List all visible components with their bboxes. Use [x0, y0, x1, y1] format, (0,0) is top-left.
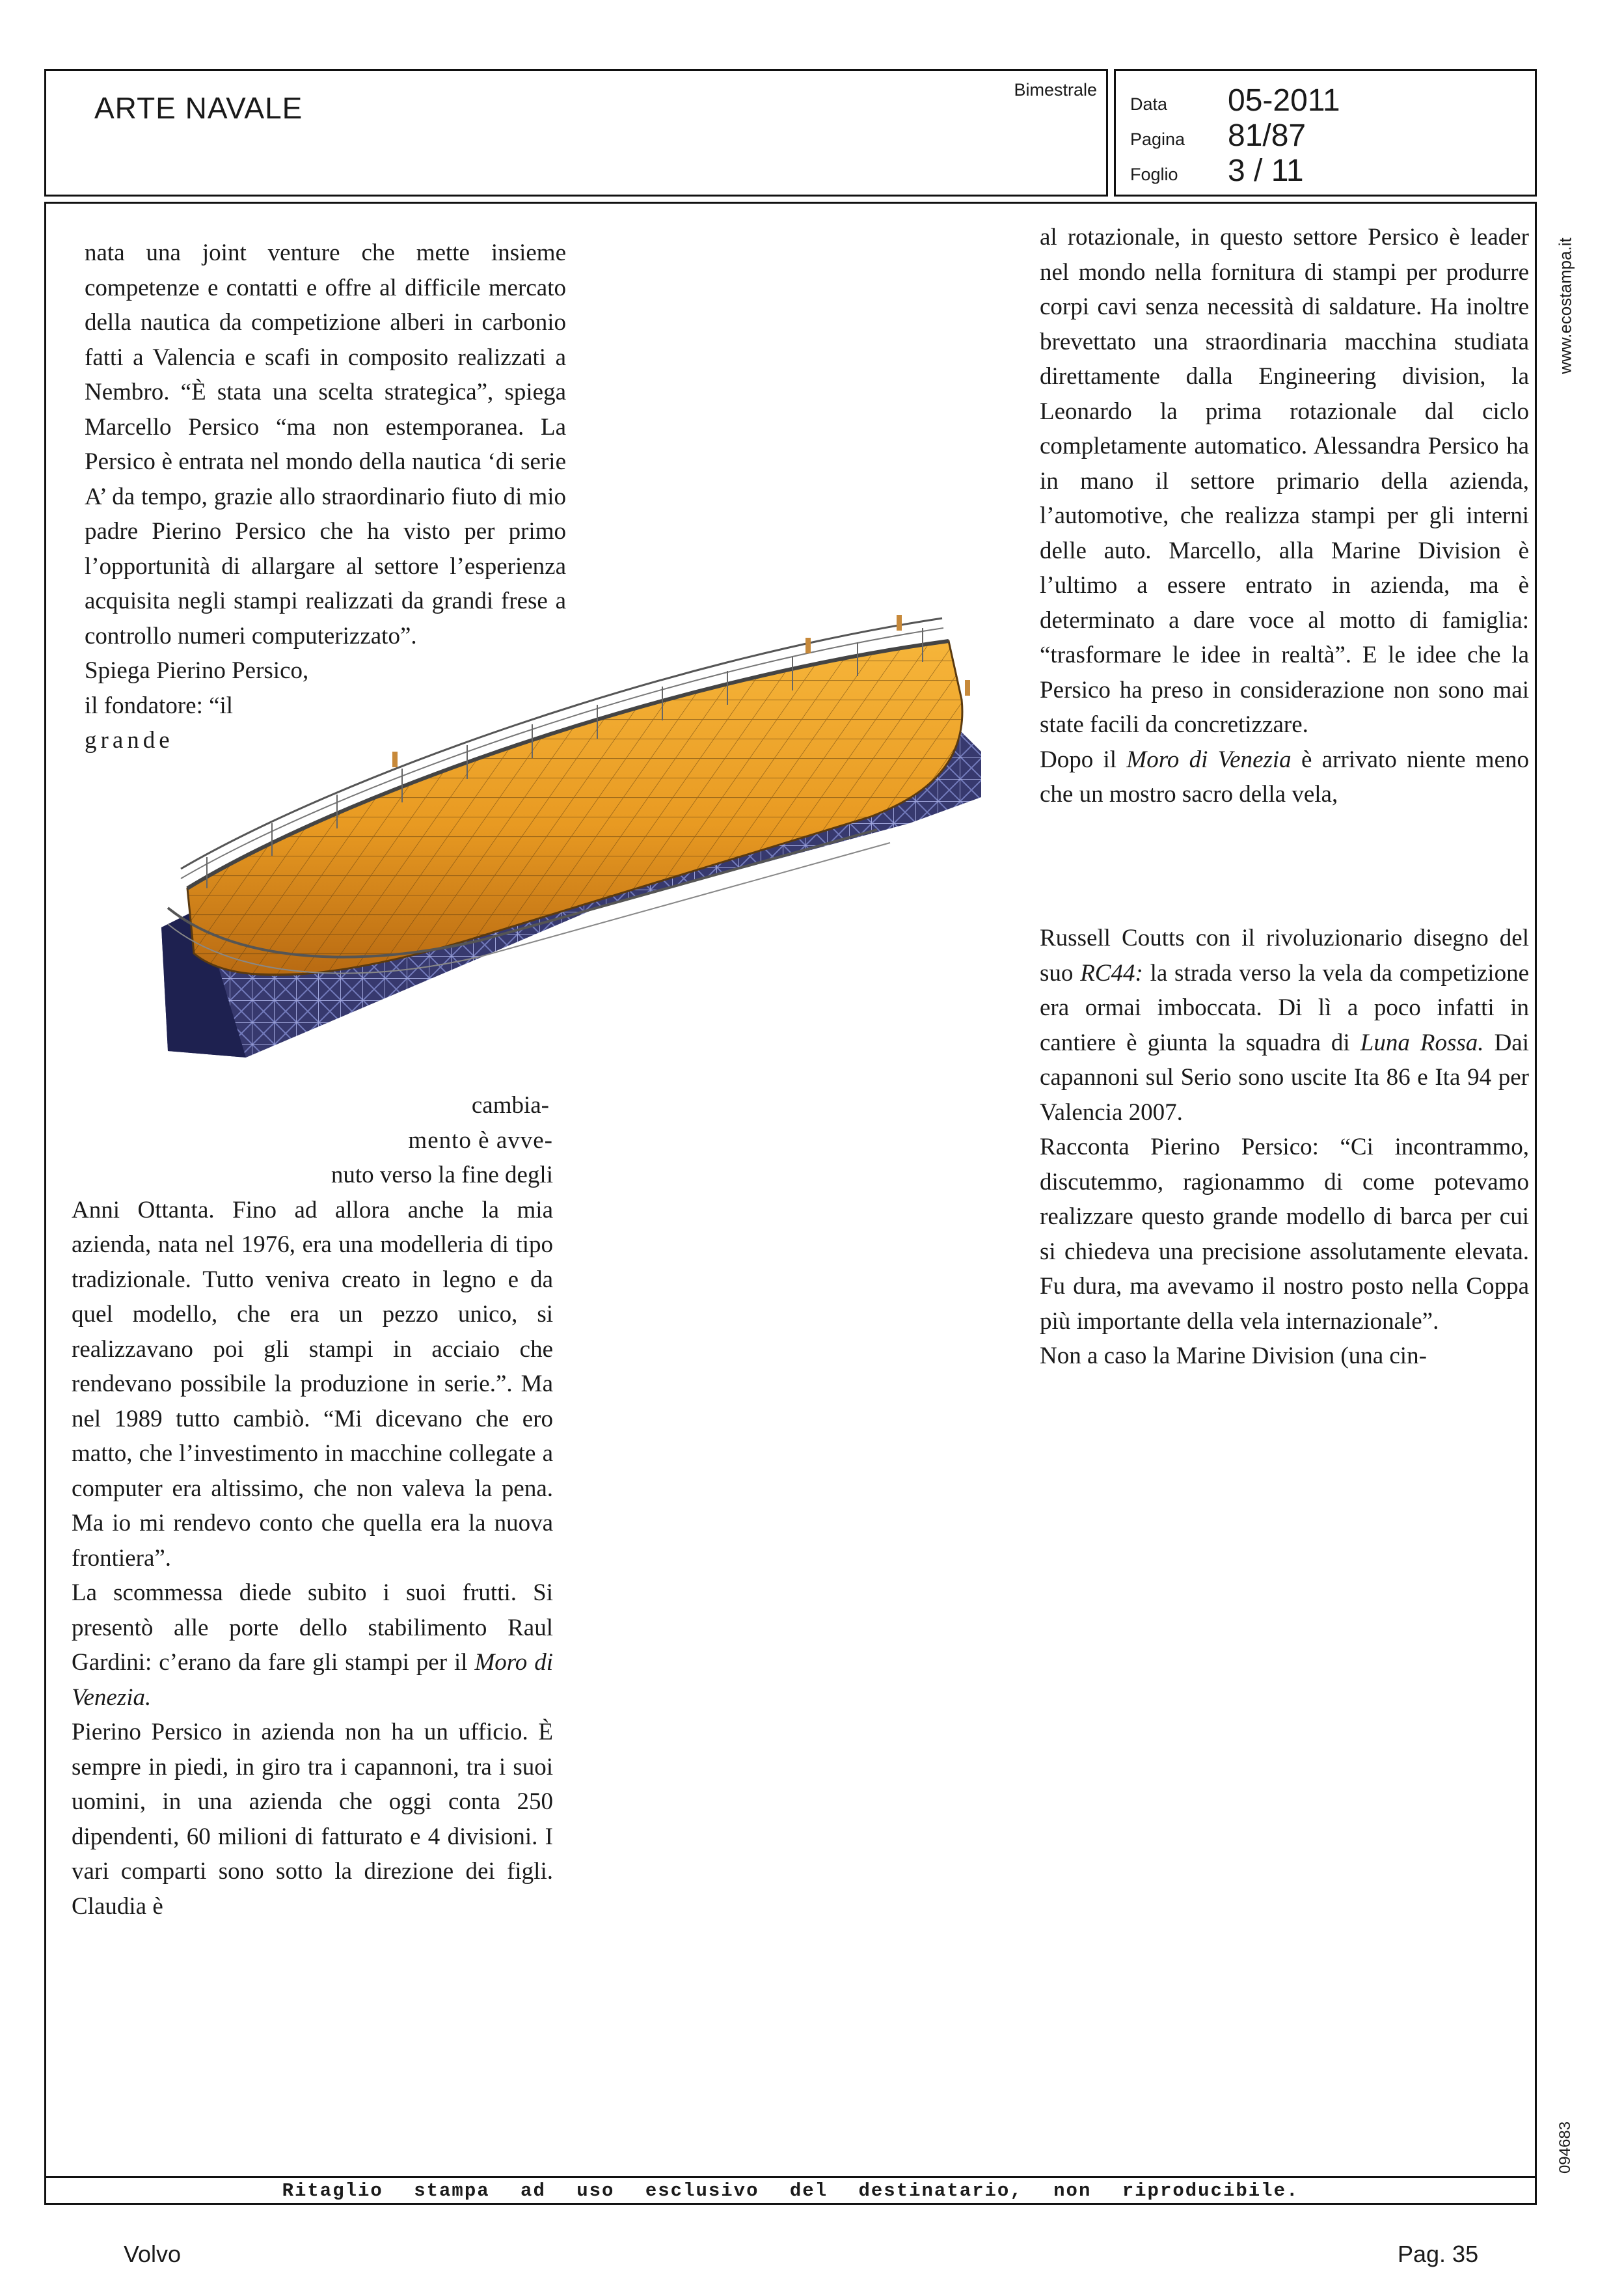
publication-name: ARTE NAVALE — [94, 91, 303, 125]
hull-mould-illustration — [142, 602, 1027, 1071]
paragraph-line: nuto verso la fine degli — [331, 1162, 553, 1188]
footer-notice: Ritaglio stampa ad uso esclusivo del destinatario, non riproducibile. — [282, 2180, 1299, 2202]
paragraph: La scommessa diede subito i suoi frutti. Si presentò alle porte dello stabilimento Raul Gardini: c’erano da fare gli stampi per il Moro di Venezia. — [72, 1579, 553, 1711]
paragraph-line: il fondatore: “il — [85, 692, 234, 719]
article-column-4 — [1040, 921, 1529, 1374]
footer-divider — [46, 2176, 1535, 2178]
page-footer-right: Pag. 35 — [1398, 2241, 1479, 2267]
data-value: 05-2011 — [1228, 83, 1340, 118]
data-label: Data — [1130, 94, 1168, 114]
article-column-2 — [72, 1088, 553, 1924]
side-website: www.ecostampa.it — [1555, 238, 1575, 374]
side-code: 094683 — [1556, 2121, 1574, 2174]
article-column-3 — [1040, 220, 1529, 812]
foglio-label: Foglio — [1130, 165, 1178, 184]
foglio-value: 3 / 11 — [1228, 154, 1304, 188]
paragraph: Anni Ottanta. Fino ad allora anche la mia azienda, nata nel 1976, era una modelleria di tipo tradizionale. Tutto veniva creato in legno e da quel modello, che era un pezzo unico, si realizzavano poi gli stampi in acciaio che rendevano possibile la produzione in serie.”. Ma nel 1989 tutto cambiò. “Mi dicevano che ero matto, che l’investimento in macchine collegate a computer era altissimo, che non valeva la pena. Ma io mi rendevo conto che quella era la nuova frontiera”. — [72, 1196, 553, 1572]
header-meta-box — [1114, 69, 1537, 197]
paragraph: Pierino Persico in azienda non ha un ufficio. È sempre in piedi, in giro tra i capannoni, tra i suoi uomini, in una azienda che oggi conta 250 dipendenti, 60 milioni di fatturato e 4 divisioni. I vari comparti sono sotto la direzione dei figli. Claudia è — [72, 1719, 553, 1920]
paragraph: Non a caso la Marine Division (una cin- — [1040, 1343, 1427, 1369]
paragraph-line: cambia- — [471, 1092, 549, 1119]
paragraph-line: mento è avve- — [408, 1126, 553, 1154]
page-footer-left: Volvo — [124, 2241, 182, 2267]
paragraph-line: Spiega Pierino Persico, — [85, 657, 309, 684]
paragraph: Russell Coutts con il rivoluzionario disegno del suo RC44: la strada verso la vela da competizione era ormai imboccata. Di lì a poco infatti in cantiere è giunta la squadra di Luna Rossa. Dai capannoni sul Serio sono uscite Ita 86 e Ita 94 per Valencia 2007. — [1040, 925, 1530, 1126]
paragraph: al rotazionale, in questo settore Persico è leader nel mondo nella fornitura di stampi per produrre corpi cavi senza necessità di saldature. Ha inoltre brevettato una straordinaria macchina studiata direttamente dalla Engineering division, la Leonardo la prima rotazionale dal ciclo completamente automatico. Alessandra Persico ha in mano il settore primario della azienda, l’automotive, che realizza stampi per gli interni delle auto. Marcello, alla Marine Division è l’ultimo a essere entrato in azienda, ma è determinato a dare voce al motto di famiglia: “trasformare le idee in realtà”. E le idee che la Persico ha preso in considerazione non sono mai state facili da concretizzare. — [1040, 224, 1529, 738]
paragraph: Dopo il Moro di Venezia è arrivato niente meno che un mostro sacro della vela, — [1040, 746, 1530, 808]
paragraph-line: grande — [85, 727, 174, 754]
pagina-label: Pagina — [1130, 130, 1185, 149]
publication-frequency: Bimestrale — [1014, 80, 1097, 100]
pagina-value: 81/87 — [1228, 118, 1306, 153]
paragraph: Racconta Pierino Persico: “Ci incontrammo, discutemmo, ragionammo di come potevamo realizzare questo grande modello di barca per cui si chiedeva una precisione assolutamente elevata. Fu dura, ma avevamo il nostro posto nella Coppa più importante della vela internazionale”. — [1040, 1134, 1529, 1335]
header-left-box — [44, 69, 1108, 197]
paragraph: nata una joint venture che mette insieme competenze e contatti e offre al difficile mercato della nautica da competizione alberi in carbonio fatti a Valencia e scafi in composito realizzati a Nembro. “È stata una scelta strategica”, spiega Marcello Persico “ma non estemporanea. La Persico è entrata nel mondo della nautica ‘di serie A’ da tempo, grazie allo straordinario fiuto di mio padre Pierino Persico che ha visto per primo l’opportunità di allargare al settore l’esperienza acquisita negli stampi realizzati da grandi frese a controllo numeri computerizzato”. — [85, 239, 566, 649]
